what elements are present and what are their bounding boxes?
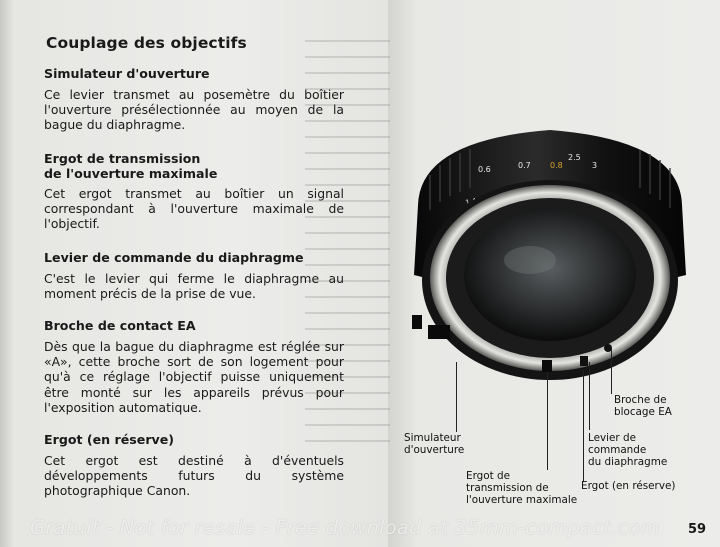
- watermark: Gratuit - Not for resale - Free download at 35mm-compact.com: [30, 516, 660, 539]
- leader-levier: [589, 362, 590, 430]
- callout-line: blocage EA: [614, 406, 672, 419]
- focus-scale-3: 2.5: [568, 153, 581, 162]
- section-text: Cet ergot transmet au boîtier un signal correspondant à l'ouverture maximale de l'objectif.: [44, 186, 344, 232]
- callout-broche: [614, 394, 672, 418]
- leader-broche: [611, 348, 612, 394]
- callout-line: Ergot de: [466, 470, 510, 482]
- focus-scale-0: 0.6: [478, 165, 491, 174]
- callout-line: Levier de: [588, 432, 636, 444]
- max-aperture-pin: [542, 360, 552, 372]
- page-number: 59: [688, 522, 707, 537]
- focus-scale-1: 0.7: [518, 161, 531, 170]
- lens-photo: [400, 110, 700, 400]
- section-text: Cet ergot est destiné à d'éventuels développements futurs du système photographique Canon.: [44, 453, 344, 499]
- leader-ergot-reserve: [583, 370, 584, 482]
- callout-levier: [588, 432, 667, 469]
- focus-scale-2: 0.8: [550, 161, 563, 170]
- lens-rear-dot: [412, 315, 422, 329]
- callout-simulateur: [404, 432, 464, 456]
- callout-line: transmission de: [466, 482, 549, 495]
- section-heading: Ergot (en réserve): [44, 432, 175, 447]
- text-column: [30, 34, 346, 499]
- section-heading: Levier de commande du diaphragme: [44, 250, 304, 265]
- section-text: C'est le levier qui ferme le diaphragme au moment précis de la prise de vue.: [44, 271, 344, 302]
- callout-line: l'ouverture maximale: [466, 494, 578, 507]
- callout-line: Broche de: [614, 394, 667, 406]
- callout-ergot-reserve: Ergot (en réserve): [581, 480, 676, 492]
- glass-reflection: [504, 246, 556, 274]
- callout-line: commande: [588, 444, 647, 457]
- rear-element: [464, 209, 636, 341]
- section-levier: [44, 250, 344, 301]
- focus-scale-4: 3: [592, 161, 598, 170]
- section-ergot-reserve: [44, 432, 344, 499]
- section-text: Dès que la bague du diaphragme est réglée sur «A», cette broche sort de son logement pour qu'à ce réglage l'objectif puisse uniquement être monté sur les appareils prévus pour l'exposition automatique.: [44, 339, 344, 415]
- callout-ergot-transmission: [466, 470, 577, 507]
- callout-line: d'ouverture: [404, 444, 465, 457]
- reserve-pin: [580, 356, 588, 366]
- aperture-simulator-lever: [428, 325, 450, 339]
- section-heading-line2: de l'ouverture maximale: [44, 166, 218, 181]
- section-heading: Simulateur d'ouverture: [44, 66, 210, 81]
- callout-line: Simulateur: [404, 432, 461, 444]
- section-ergot-transmission: [44, 151, 344, 232]
- leader-ergot-transmission: [547, 372, 548, 470]
- leader-simulateur: [456, 362, 457, 432]
- page-title: Couplage des objectifs: [46, 34, 247, 52]
- section-text: Ce levier transmet au posemètre du boîtier l'ouverture présélectionnée au moyen de la bague du diaphragme.: [44, 87, 344, 133]
- section-broche: [44, 318, 344, 415]
- section-simulateur: [44, 66, 344, 133]
- section-heading-line1: Ergot de transmission: [44, 151, 201, 166]
- callout-line: du diaphragme: [588, 456, 668, 469]
- section-heading: Broche de contact EA: [44, 318, 196, 333]
